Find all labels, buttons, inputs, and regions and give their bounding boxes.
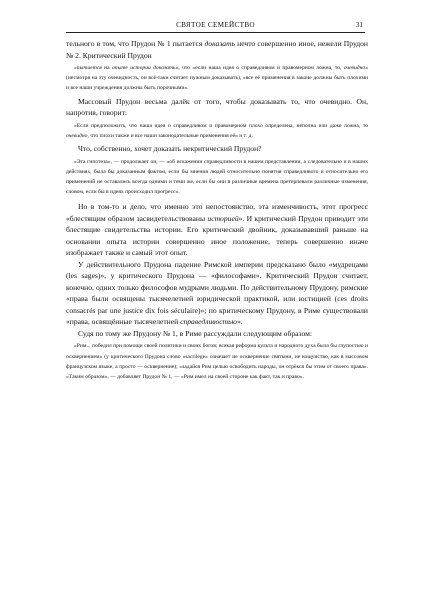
running-header: [66, 20, 365, 33]
paragraph: Массовый Прудон весьма далёк от того, чтобы доказывать то, что очевидно. Он, напротив, говорит:: [66, 96, 368, 118]
paragraph: У действительного Прудона падение Римской империи предсказано было «мудрецами (les sages)», у критического Прудона — «философами». Критический Прудон считает, конечно, одних только философов мудрыми людьми. По действительному Прудону, римские «права были освящены тысячелетней юридической практикой, или юстицией (ces droits consacrés par une justice dix fois séculaire)»; по критическому Прудону, в Риме существовали «права, освящённые тысячелетней справедливостью».: [66, 259, 368, 327]
paragraph-continuation: тельного в том, что Прудон № 1 пытается доказать нечто совершенно иное, нежели Прудон № 2. Критический Прудон: [66, 39, 368, 60]
page-number: 31: [355, 21, 363, 29]
block-quote: «Рим... победил при помощи своей политики и своих богов; всякая реформа культа и народного духа была бы глупостью и осквернением» (у критического Прудона слово «sacrilège» означает не осквернение святыни, не кощунство, как в массовом французском языке, а просто — осквернение); «задайся Рим целью освободить народы, он отрёкся бы этим от своего права». «Таким образом», — добавляет Прудон № 1, — «Рим имел на своей стороне как факт, так и право».: [66, 343, 368, 380]
paragraph: Но в том-то и дело, что именно это непостоянство, эта изменчивость, этот прогресс «блестящим образом засвидетельствованы историей». И критический Прудон приводит эти блестящие свидетельства истории. Его критический двойник, доказывавший раньше на основании опыта истории совершенно иное положение, теперь совершенно иначе изображает также и самый этот опыт.: [66, 202, 368, 258]
paragraph: Что, собственно, хочет доказать некритический Прудон?: [78, 144, 262, 154]
page-body: [66, 38, 368, 382]
block-quote: «Эта гипотеза», — продолжает он, — «об искажении справедливости в нашем представлении, а следовательно и в наших действиях, была бы доказанным фактом, если бы мнения людей относительно понятия справедливого и относительно его применений не оставались всегда одними и теми же, если бы они в различные времена претерпевали различные изменения, словом, если бы в идеях происходил прогресс».: [66, 158, 368, 196]
block-quote: «Если предположить, что наша идея о справедливом и правомерном плохо определена, неполна или даже ложна, то очевидно, что плохи также и все наши законодательные применения её» и т. д.: [66, 122, 368, 139]
block-quote: «пытается на опыте истории доказать», что «если наша идея о справедливом и правомерном ложна, то, очевидно» (несмотря на эту очевидность, он всё-таки считает нужным доказывать), «все её применения в законе должны быть плохими и все наши учреждения должны быть порочными».: [66, 65, 368, 92]
paragraph: Судя по тому же Прудону № 1, в Риме рассуждали следующим образом:: [78, 328, 313, 338]
running-title: СВЯТОЕ СЕМЕЙСТВО: [176, 21, 255, 29]
